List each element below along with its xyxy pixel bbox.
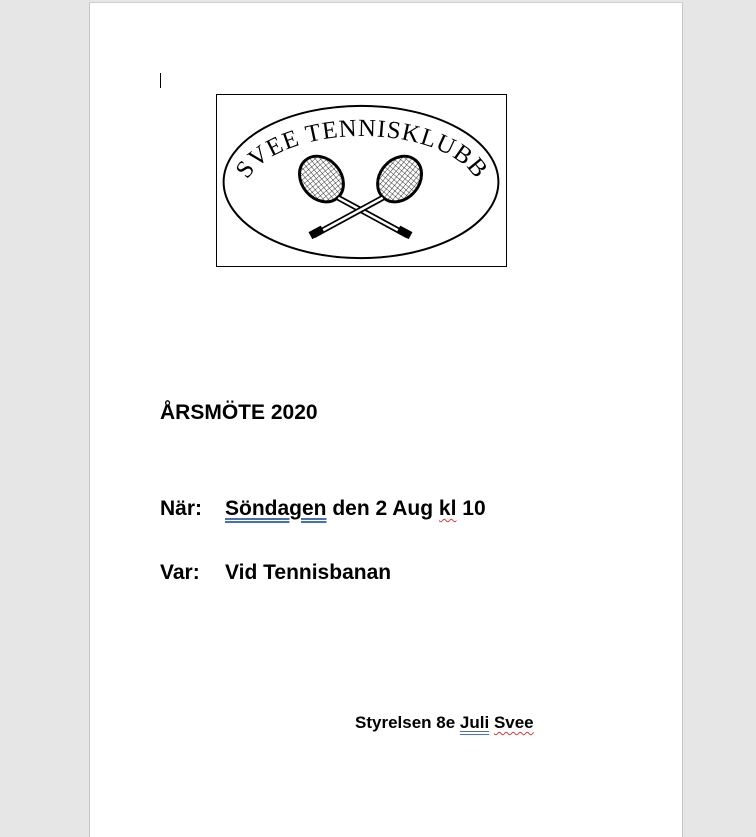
signature-line: [355, 713, 534, 733]
where-value: Vid Tennisbanan: [225, 561, 392, 584]
signature-month: Juli: [459, 713, 490, 732]
when-day-word: Söndagen: [225, 497, 327, 520]
text-cursor: [160, 73, 161, 88]
club-logo[interactable]: [216, 94, 507, 267]
where-label: Var:: [160, 561, 200, 584]
when-date-text: den 2 Aug: [326, 497, 439, 520]
signature-name: Svee: [493, 713, 534, 732]
when-time-text: 10: [456, 497, 486, 520]
signature-text: Styrelsen 8e: [355, 713, 460, 732]
tennis-racket-logo-icon: [217, 95, 506, 266]
when-label: När:: [160, 497, 203, 520]
when-value: [225, 497, 486, 521]
document-page[interactable]: [89, 2, 683, 837]
logo-text: SVEE TENNISKLUBB: [230, 114, 494, 184]
document-title: ÅRSMÖTE 2020: [160, 401, 318, 424]
when-kl-word: kl: [438, 497, 457, 520]
